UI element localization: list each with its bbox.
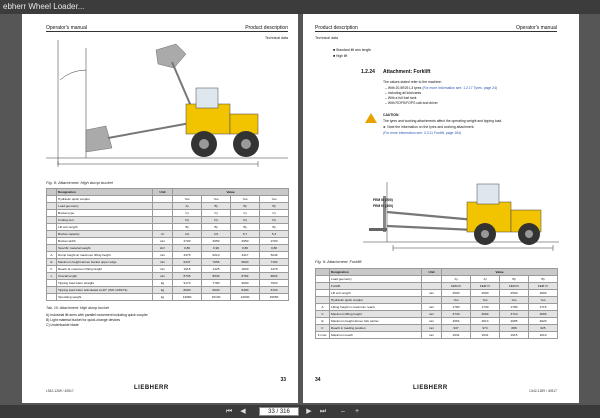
row-value: 2500 xyxy=(500,290,529,297)
row-value: 5246 xyxy=(260,252,289,259)
row-value: 5,3 xyxy=(260,231,289,238)
caution-icon xyxy=(365,113,377,123)
row-value: D) xyxy=(202,217,231,224)
row-unit: kg xyxy=(153,287,173,294)
row-unit xyxy=(422,297,442,304)
table-row xyxy=(316,276,558,283)
row-value: 8090 xyxy=(173,287,202,294)
row-value: 7780 xyxy=(202,280,231,287)
row-unit: mm xyxy=(422,318,442,325)
row-value: 4376 xyxy=(173,252,202,259)
row-value: 1610 xyxy=(529,332,558,339)
row-value: 1425 xyxy=(202,266,231,273)
row-symbol xyxy=(47,245,57,252)
zoom-out-button[interactable]: – xyxy=(341,408,345,415)
row-value: 9170 xyxy=(173,280,202,287)
row-value: FEM IV xyxy=(529,283,558,290)
table-row xyxy=(316,318,558,325)
col-designation: Designation xyxy=(330,269,422,276)
row-symbol xyxy=(47,280,57,287)
liebherr-logo: LIEBHERR xyxy=(413,385,448,391)
figure-caption: Fig. 8: Attachment: High dump bucket xyxy=(46,180,113,185)
row-unit: mm xyxy=(153,266,173,273)
row-value: 3740 xyxy=(442,311,471,318)
row-symbol xyxy=(47,196,57,203)
row-value: 4613 xyxy=(471,318,500,325)
row-symbol xyxy=(316,283,330,290)
page-33 xyxy=(22,14,298,403)
row-designation: Forklift xyxy=(330,283,422,290)
row-designation: Tipping load when articulated at 40° (ISO 14397/1) xyxy=(57,287,153,294)
row-designation: Cutting tool xyxy=(57,217,153,224)
row-symbol: E xyxy=(316,318,330,325)
section-title: Attachment: Forklift xyxy=(383,69,431,75)
row-value: 1631 xyxy=(442,332,471,339)
row-value: 6210 xyxy=(202,252,231,259)
row-value: C) xyxy=(202,210,231,217)
row-value: Yes xyxy=(173,196,202,203)
row-symbol xyxy=(47,294,57,301)
row-unit: mm xyxy=(422,325,442,332)
row-value: A) xyxy=(471,276,500,283)
table-header xyxy=(47,189,289,196)
row-value: B) xyxy=(202,224,231,231)
col-unit: Unit xyxy=(422,269,442,276)
row-symbol xyxy=(47,217,57,224)
row-symbol xyxy=(47,224,57,231)
row-designation: Load geometry xyxy=(330,276,422,283)
col-designation: Designation xyxy=(57,189,153,196)
row-value: 937 xyxy=(442,325,471,332)
table-row xyxy=(316,304,558,311)
footer-doc-id: L542-1269 / 40517 xyxy=(46,389,74,393)
row-value: Yes xyxy=(500,297,529,304)
row-designation: Bucket capacity xyxy=(57,231,153,238)
table-row xyxy=(316,332,558,339)
row-symbol xyxy=(316,297,330,304)
header-rule xyxy=(46,31,288,32)
row-designation: Hydraulic quick coupler xyxy=(57,196,153,203)
header-left: Product description xyxy=(315,25,358,31)
row-value: D) xyxy=(173,217,202,224)
row-symbol xyxy=(316,290,330,297)
table-row xyxy=(47,210,289,217)
footnote-b: B) Light material bucket for quick-change devices xyxy=(46,318,121,322)
next-page-icon[interactable]: ▶ xyxy=(306,408,312,415)
zoom-in-button[interactable]: + xyxy=(354,408,360,415)
table-row xyxy=(47,217,289,224)
row-value: 2950 xyxy=(231,238,260,245)
row-value: 9600 xyxy=(231,280,260,287)
row-value: B) xyxy=(231,203,260,210)
row-unit: kg xyxy=(153,280,173,287)
row-value: 974 xyxy=(471,325,500,332)
row-designation: Maximum lifting height xyxy=(330,311,422,318)
row-value: Yes xyxy=(471,297,500,304)
row-value: 8662 xyxy=(260,273,289,280)
header-rule xyxy=(315,31,557,32)
row-value: Yes xyxy=(260,196,289,203)
table-row xyxy=(47,259,289,266)
page-34 xyxy=(303,14,579,403)
high-dump-bucket-figure xyxy=(46,40,288,174)
row-value: 6820 xyxy=(231,259,260,266)
row-unit: mm xyxy=(153,252,173,259)
row-symbol: C xyxy=(316,311,330,318)
row-value: 4685 xyxy=(500,318,529,325)
table-row xyxy=(316,283,558,290)
row-value: 6620 xyxy=(202,287,231,294)
row-symbol xyxy=(47,210,57,217)
row-unit xyxy=(422,276,442,283)
row-value: 1631 xyxy=(471,332,500,339)
subheader-left: Technical data xyxy=(315,36,338,40)
row-value: 0,90 xyxy=(202,245,231,252)
row-designation: Lifting height in maximum reach xyxy=(330,304,422,311)
row-symbol xyxy=(316,276,330,283)
row-value: 2700 xyxy=(173,238,202,245)
row-designation: Lift arm length xyxy=(57,224,153,231)
row-value: 2700 xyxy=(260,238,289,245)
row-value: Yes xyxy=(442,297,471,304)
row-value: 3,5 xyxy=(202,231,231,238)
row-value: 1800 xyxy=(231,266,260,273)
row-designation: Tipping load when straight xyxy=(57,280,153,287)
row-designation: Bucket type xyxy=(57,210,153,217)
row-value: D) xyxy=(231,217,260,224)
table-row xyxy=(316,297,558,304)
row-symbol: F max. xyxy=(316,332,330,339)
row-value: Yes xyxy=(202,196,231,203)
row-value: 4417 xyxy=(231,252,260,259)
row-symbol xyxy=(47,238,57,245)
figure-caption: Fig. 9: Attachment: Forklift xyxy=(315,259,362,264)
table-row xyxy=(47,294,289,301)
row-unit xyxy=(153,217,173,224)
row-designation: Maximum height above bucket upper edge xyxy=(57,259,153,266)
row-value: 2500 xyxy=(529,290,558,297)
row-designation: Load geometry xyxy=(57,203,153,210)
row-unit: mm xyxy=(422,332,442,339)
row-value: Yes xyxy=(529,297,558,304)
row-designation: Lift arm length xyxy=(330,290,422,297)
row-symbol xyxy=(47,203,57,210)
intro-text: The values stated refer to the machine: xyxy=(383,80,442,84)
row-unit: m³ xyxy=(153,231,173,238)
row-value: 7620 xyxy=(260,280,289,287)
window-title: ebherr Wheel Loader... xyxy=(0,0,600,14)
table-row xyxy=(316,290,558,297)
tyres-link[interactable]: (For more information see: 1.2.17 Tyres, page 24) xyxy=(422,86,498,90)
row-unit: kg xyxy=(153,294,173,301)
row-designation: Maximum reach xyxy=(330,332,422,339)
row-symbol xyxy=(47,231,57,238)
row-value: 2500 xyxy=(471,290,500,297)
row-value: 3710 xyxy=(500,311,529,318)
row-value: C) xyxy=(173,210,202,217)
row-value: 2650 xyxy=(202,238,231,245)
row-value: 7056 xyxy=(202,259,231,266)
col-value: Value xyxy=(442,269,558,276)
row-unit: mm xyxy=(422,290,442,297)
row-value: 6720 xyxy=(260,287,289,294)
subheader-right: Technical data xyxy=(265,36,288,40)
row-designation: Dump height at maximum lifting height xyxy=(57,252,153,259)
row-value: 1780 xyxy=(442,304,471,311)
row-value: 1730 xyxy=(471,304,500,311)
row-designation: Bucket width xyxy=(57,238,153,245)
row-unit xyxy=(153,196,173,203)
caution-note: ► Note the information on the tyres and working attachment. xyxy=(383,125,475,129)
caution-link[interactable]: (For more information see: 3.3.11 FordW, page 184) xyxy=(383,131,462,135)
row-value: 0,80 xyxy=(260,245,289,252)
spec-table-forklift xyxy=(315,268,558,339)
last-page-icon[interactable]: ⏭ xyxy=(319,408,327,415)
row-value: 8705 xyxy=(173,273,202,280)
row-symbol: E xyxy=(47,259,57,266)
table-row xyxy=(47,196,289,203)
row-value: 6,7 xyxy=(231,231,260,238)
table-row xyxy=(47,280,289,287)
row-designation: Reach at maximum lifting height xyxy=(57,266,153,273)
row-unit xyxy=(422,283,442,290)
row-value: 8480 xyxy=(231,287,260,294)
header-left: Operator's manual xyxy=(46,25,87,31)
table-row xyxy=(47,203,289,210)
row-value: A) xyxy=(442,276,471,283)
row-value: 2500 xyxy=(442,290,471,297)
section-number: 1.2.24 xyxy=(361,69,375,75)
table-row xyxy=(47,231,289,238)
spec-table-high-dump-bucket xyxy=(46,188,289,301)
table-row xyxy=(47,287,289,294)
row-value: B) xyxy=(260,224,289,231)
row-designation: Maximum height above fork carrier xyxy=(330,318,422,325)
row-unit xyxy=(153,210,173,217)
row-designation: Operating weight xyxy=(57,294,153,301)
row-symbol: F xyxy=(316,325,330,332)
bullet-cab: – With ROPS/FOPS cab and driver xyxy=(385,101,438,105)
row-designation: Overall length xyxy=(57,273,153,280)
row-value: 4,0 xyxy=(173,231,202,238)
row-value: 1615 xyxy=(173,266,202,273)
row-value: B) xyxy=(529,276,558,283)
header-right: Operator's manual xyxy=(516,25,557,31)
page-number: 34 xyxy=(315,377,321,383)
row-value: 0,80 xyxy=(231,245,260,252)
row-symbol: L xyxy=(47,273,57,280)
table-row xyxy=(47,245,289,252)
row-value: 925 xyxy=(529,325,558,332)
bullet-standard-lift: ■ Standard lift arm length xyxy=(333,48,372,52)
row-value: B) xyxy=(231,224,260,231)
row-symbol: A xyxy=(316,304,330,311)
table-header xyxy=(316,269,558,276)
page-number: 33 xyxy=(280,377,286,383)
row-value: B) xyxy=(202,203,231,210)
row-value: 8535 xyxy=(202,273,231,280)
row-value: Yes xyxy=(231,196,260,203)
row-value: 1615 xyxy=(500,332,529,339)
row-unit: mm xyxy=(422,304,442,311)
fig-label-fem3: FEM III (500) xyxy=(373,198,393,202)
caution-label: CAUTION xyxy=(383,113,399,117)
row-unit: t/m³ xyxy=(153,245,173,252)
row-unit xyxy=(153,224,173,231)
row-value: 6437 xyxy=(173,259,202,266)
table-row xyxy=(316,311,558,318)
row-value: 4664 xyxy=(442,318,471,325)
row-value: C) xyxy=(231,210,260,217)
header-right: Product description xyxy=(245,25,288,31)
liebherr-logo: LIEBHERR xyxy=(134,385,169,391)
row-unit xyxy=(153,203,173,210)
row-value: C) xyxy=(260,210,289,217)
row-value: 14930 xyxy=(231,294,260,301)
row-symbol xyxy=(47,287,57,294)
col-unit: Unit xyxy=(153,189,173,196)
first-page-icon[interactable]: ⏮ xyxy=(225,408,233,415)
table-caption: Tab. 10: Attachment: High dump bucket xyxy=(46,306,109,310)
footnote-c: C) Underbuckle blade xyxy=(46,323,79,327)
prev-page-icon[interactable]: ◀ xyxy=(240,408,246,415)
row-value: FEM IV xyxy=(471,283,500,290)
row-symbol: F xyxy=(47,266,57,273)
row-value: 1478 xyxy=(260,266,289,273)
row-value: 15130 xyxy=(202,294,231,301)
row-unit: mm xyxy=(153,238,173,245)
caution-text: The tyres and working attachments affect the operating weight and tipping load. xyxy=(383,119,503,123)
row-unit: mm xyxy=(422,311,442,318)
row-unit: mm xyxy=(153,259,173,266)
row-value: B) xyxy=(260,203,289,210)
footer-doc-id: L542-1269 / 40517 xyxy=(529,389,557,393)
row-value: 3665 xyxy=(529,311,558,318)
table-row xyxy=(47,273,289,280)
row-value: 8784 xyxy=(231,273,260,280)
row-value: 3699 xyxy=(471,311,500,318)
fig-label-fem4: FEM IV (600) xyxy=(373,204,394,208)
table-row xyxy=(47,252,289,259)
row-value: B) xyxy=(173,224,202,231)
row-value: B) xyxy=(500,276,529,283)
viewer-toolbar xyxy=(0,405,600,418)
row-designation: Hydraulic quick coupler xyxy=(330,297,422,304)
row-value: 888 xyxy=(500,325,529,332)
row-value: 4620 xyxy=(529,318,558,325)
row-value: 14960 xyxy=(173,294,202,301)
row-unit: mm xyxy=(153,273,173,280)
row-value: A) xyxy=(173,203,202,210)
forklift-figure xyxy=(363,162,559,254)
row-value: 0,80 xyxy=(173,245,202,252)
table-row xyxy=(47,224,289,231)
row-symbol: A xyxy=(47,252,57,259)
bullet-fuel: – With a full fuel tank xyxy=(385,96,417,100)
table-row xyxy=(316,325,558,332)
row-value: 1715 xyxy=(529,304,558,311)
footnote-a: A) Industrial lift arms with parallel movement including quick coupler xyxy=(46,313,148,317)
page-number-field[interactable]: 33 / 316 xyxy=(259,407,299,416)
row-value: 1780 xyxy=(500,304,529,311)
row-value: D) xyxy=(260,217,289,224)
bullet-tyres: – With 20,5R25 L3 tyres (For more information see: 1.2.17 Tyres, page 24) xyxy=(385,86,498,90)
bullet-lubricants: – Including all lubricants xyxy=(385,91,422,95)
row-value: FEM III xyxy=(442,283,471,290)
row-designation: Specific material weight xyxy=(57,245,153,252)
row-value: 7160 xyxy=(260,259,289,266)
row-designation: Reach in loading position xyxy=(330,325,422,332)
row-value: 15050 xyxy=(260,294,289,301)
row-value: FEM III xyxy=(500,283,529,290)
table-row xyxy=(47,266,289,273)
bullet-high-lift: ■ High lift xyxy=(333,54,348,58)
col-value: Value xyxy=(173,189,289,196)
table-row xyxy=(47,238,289,245)
